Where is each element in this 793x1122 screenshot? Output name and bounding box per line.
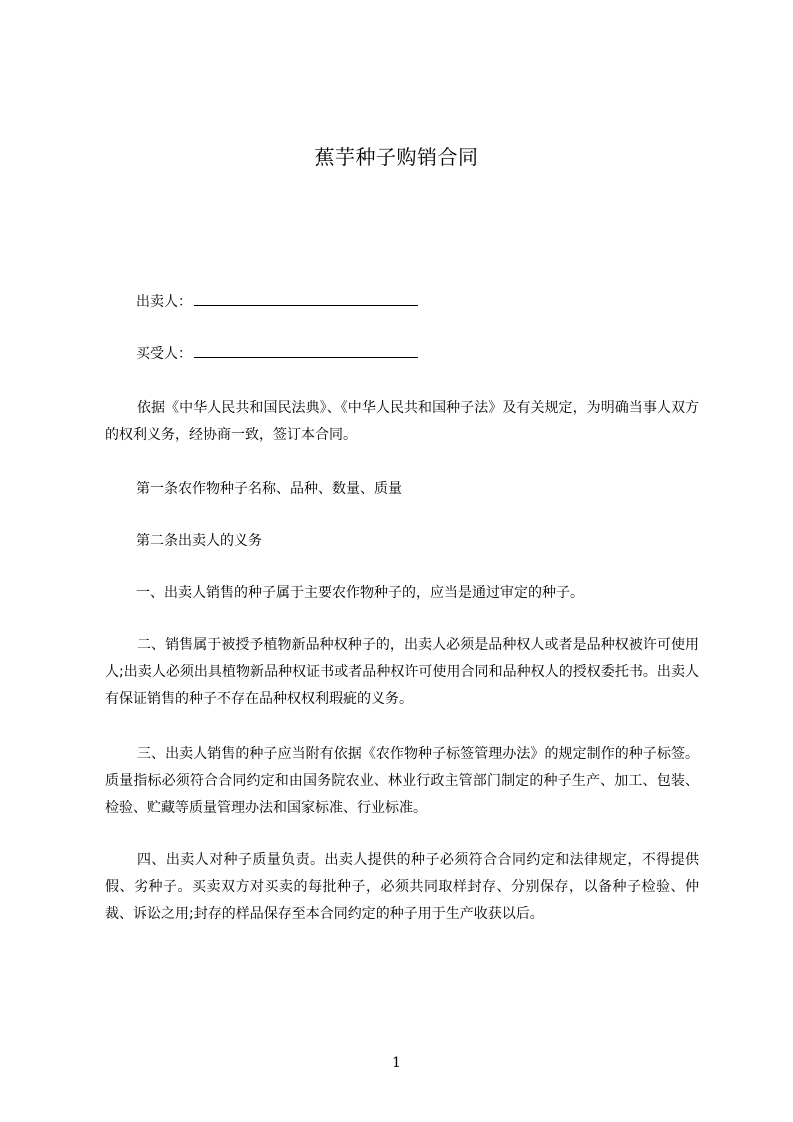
buyer-label: 买受人： bbox=[136, 346, 192, 362]
page-number: 1 bbox=[392, 1055, 401, 1071]
seller-field bbox=[136, 292, 418, 312]
clause-3: 三、出卖人销售的种子应当附有依据《农作物种子标签管理办法》的规定制作的种子标签。质量指标必须符合合同约定和由国务院农业、林业行政主管部门制定的种子生产、加工、包装、检验、贮藏等质量管理办法和国家标准、行业标准。 bbox=[105, 746, 699, 816]
clause-1: 一、出卖人销售的种子属于主要农作物种子的，应当是通过审定的种子。 bbox=[136, 585, 584, 601]
seller-label: 出卖人： bbox=[136, 294, 192, 310]
article-1-heading: 第一条农作物种子名称、品种、数量、质量 bbox=[136, 481, 402, 497]
clause-4: 四、出卖人对种子质量负责。出卖人提供的种子必须符合合同约定和法律规定，不得提供假、劣种子。买卖双方对买卖的每批种子，必须共同取样封存、分别保存，以备种子检验、仲裁、诉讼之用;封存的样品保存至本合同约定的种子用于生产收获以后。 bbox=[105, 852, 699, 922]
intro-paragraph: 依据《中华人民共和国民法典》、《中华人民共和国种子法》及有关规定，为明确当事人双方的权利义务，经协商一致，签订本合同。 bbox=[105, 400, 699, 443]
contract-title: 蕉芋种子购销合同 bbox=[314, 145, 479, 169]
clause-2: 二、销售属于被授予植物新品种权种子的，出卖人必须是品种权人或者是品种权被许可使用人;出卖人必须出具植物新品种权证书或者品种权许可使用合同和品种权人的授权委托书。出卖人有保证销售的种子不存在品种权权利瑕疵的义务。 bbox=[105, 637, 699, 707]
seller-blank-line bbox=[194, 304, 418, 306]
article-2-heading: 第二条出卖人的义务 bbox=[136, 533, 262, 549]
buyer-blank-line bbox=[194, 356, 418, 358]
buyer-field bbox=[136, 344, 418, 364]
